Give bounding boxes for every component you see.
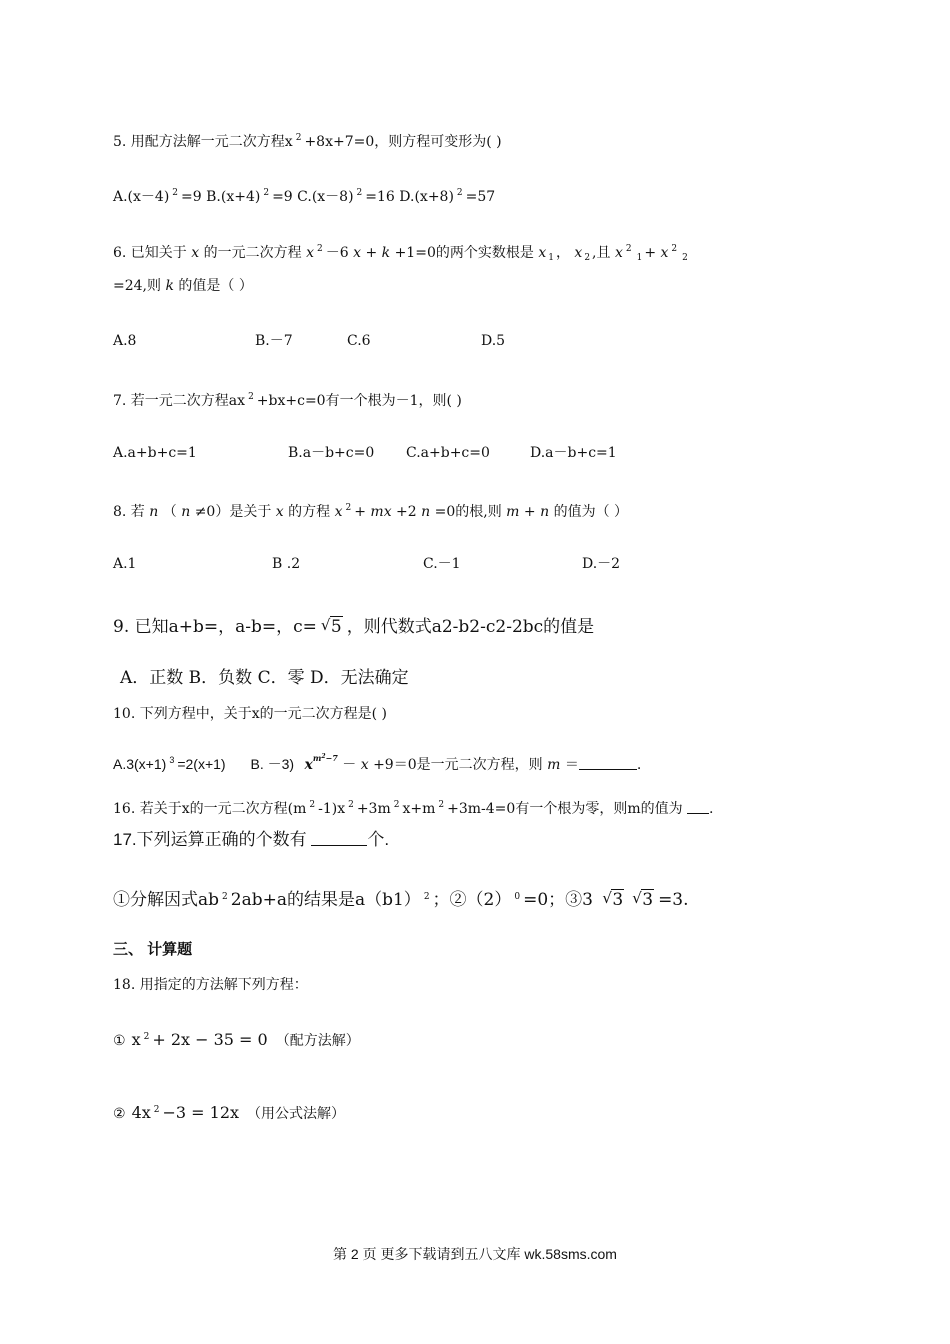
q7-option-d: D.a－b+c=1: [530, 445, 617, 461]
q10-stem: 10. 下列方程中，关于x的一元二次方程是( ): [113, 706, 387, 722]
answer-blank[interactable]: [687, 799, 709, 814]
q5-options: [113, 183, 495, 207]
q8-option-c: C.－1: [423, 556, 461, 572]
x-power-expression: $x^{m^2-7}$: [304, 753, 338, 773]
q6-stem-line2: =24,则 k 的值是（ ）: [113, 278, 253, 294]
q16-stem: 16. 若关于x的一元二次方程(m $^2$ -1)x $^2$ +3m $^2$ x+m $^2$ +3m-4=0有一个根为零，则m的值为 .: [113, 800, 714, 817]
q9-stem: 9. 已知a+b=，a-b=，c=√ 5 ，则代数式a2-b2-c2-2bc的值是: [113, 617, 594, 637]
sqrt-3: √ 3: [602, 890, 624, 910]
q17-items: ①分解因式ab $^2$ 2ab+a的结果是a（b1） $^2$ ；②（2） $^0$ =0；③3 √ 3√ 3 =3.: [113, 887, 689, 910]
q6-option-d: D.5: [481, 333, 506, 349]
q8-option-b: B .2: [272, 556, 301, 572]
q7-option-a: A.a+b+c=1: [113, 445, 197, 461]
q5-option-c: C.(x－8) $^2$ =16: [297, 188, 395, 205]
q5-option-d: D.(x+8) $^2$ =57: [399, 188, 496, 205]
q18-stem: 18. 用指定的方法解下列方程：: [113, 977, 308, 993]
q6-option-a: A.8: [113, 333, 137, 349]
q8-option-a: A.1: [113, 556, 137, 572]
page-footer: 第 2 页 更多下载请到五八文库 wk.58sms.com: [333, 1246, 617, 1262]
answer-blank[interactable]: [579, 755, 637, 770]
sqrt-3: √ 3: [632, 890, 654, 910]
q7-option-b: B.a－b+c=0: [288, 445, 375, 461]
q18-item-2: ② 4x $^2$ −3 = 12x （用公式法解）: [113, 1103, 346, 1122]
q17-stem: 17.下列运算正确的个数有 个.: [113, 830, 390, 849]
q5-option-b: B.(x+4) $^2$ =9: [206, 188, 293, 205]
q5-option-a: A.(x－4) $^2$ =9: [113, 188, 202, 205]
q8-stem: 8. 若 n （ n ≠0）是关于 x 的方程 x $^2$ + mx +2 n =0的根,则 m + n 的值为（ ）: [113, 503, 629, 520]
q18-item-1: ① x $^2$ + 2x − 35 = 0 （配方法解）: [113, 1030, 360, 1049]
q10-options-line: A.3(x+1) $^3$ =2(x+1) B. －3) $x^{m^2-7} - x +9=0$是一元二次方程，则 m ＝ .: [113, 753, 642, 773]
q9-options: A．正数 B．负数 C．零 D．无法确定: [120, 668, 409, 688]
section-heading: 三、 计算题: [113, 941, 193, 958]
q6-option-c: C.6: [347, 333, 371, 349]
q5-stem: 5. 用配方法解一元二次方程x $^2$ +8x+7=0，则方程可变形为( ): [113, 133, 502, 150]
q6-option-b: B.－7: [255, 333, 293, 349]
sqrt-5: √ 5: [321, 617, 343, 637]
q7-option-c: C.a+b+c=0: [406, 445, 490, 461]
q10-option-a: A.3(x+1) $^3$ =2(x+1): [113, 755, 226, 772]
answer-blank[interactable]: [311, 831, 367, 846]
q8-option-d: D.－2: [582, 556, 621, 572]
q7-stem: 7. 若一元二次方程ax $^2$ +bx+c=0有一个根为－1，则( ): [113, 392, 462, 409]
q6-stem: 6. 已知关于 x 的一元二次方程 x $^2$ －6 x + k +1=0的两个实数根是 x $_1$ ， x $_2$ ,且 x $^2_1$ + x $^2_2$: [113, 244, 688, 263]
